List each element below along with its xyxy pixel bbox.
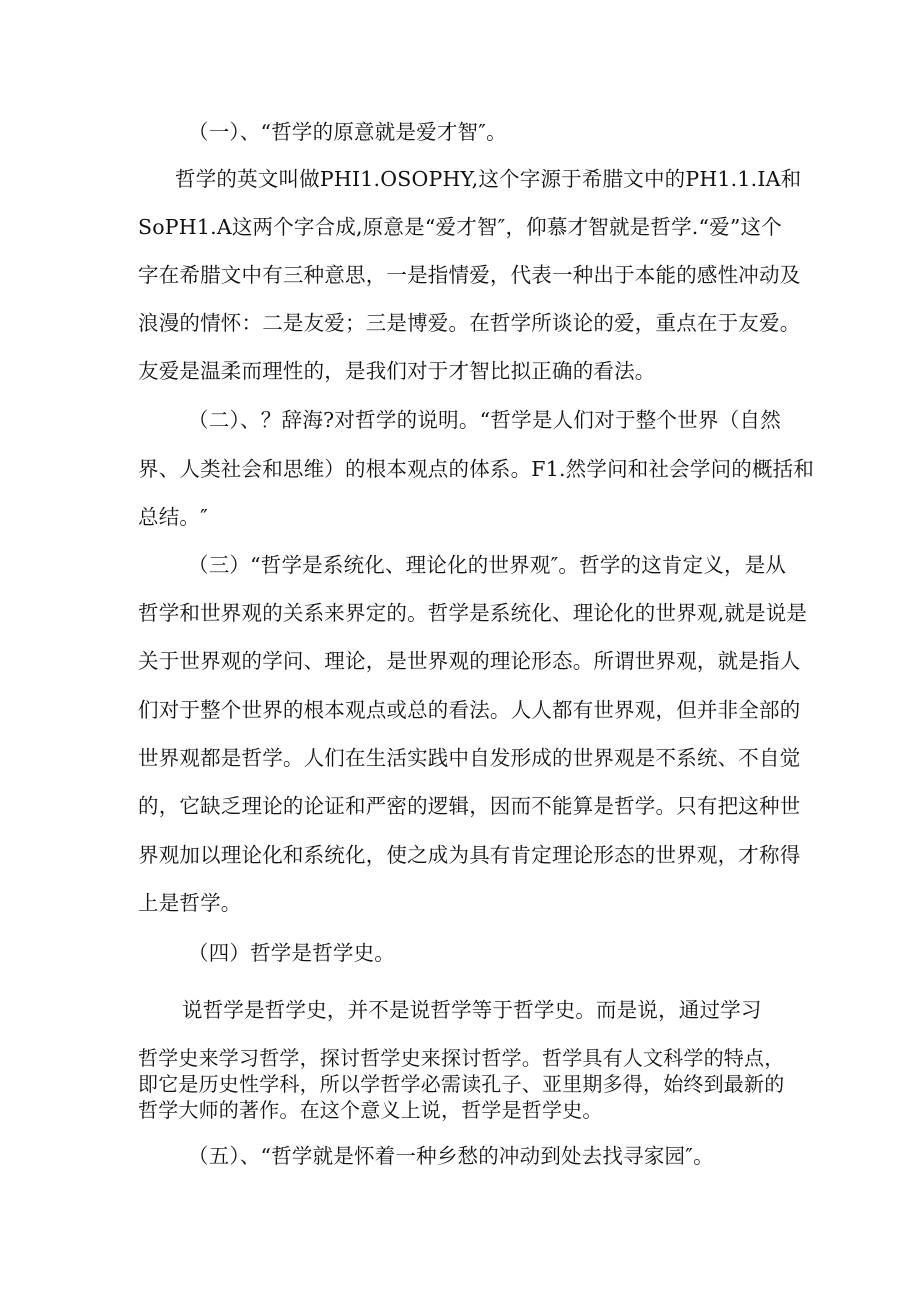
section-1-line-1: 哲学的英文叫做PHI1.OSOPHY,这个字源于希腊文中的PH1.1.IA和 bbox=[175, 167, 802, 191]
section-3-line-8: 上是哲学。 bbox=[138, 891, 242, 915]
section-3-line-6: 的，它缺乏理论的论证和严密的逻辑，因而不能算是哲学。只有把这种世 bbox=[138, 794, 801, 818]
section-1-heading: （一）、“哲学的原意就是爱才智″。 bbox=[188, 120, 507, 144]
section-2-line-2: 界、人类社会和思维）的根本观点的体系。F1.然学问和社会学问的概括和 bbox=[138, 457, 815, 481]
section-2-line-1: （二）、？辞海?对哲学的说明。“哲学是人们对于整个世界（自然 bbox=[188, 408, 781, 432]
section-3-line-2: 哲学和世界观的关系来界定的。哲学是系统化、理论化的世界观,就是说是 bbox=[138, 601, 808, 625]
section-1-line-4: 浪漫的情怀：二是友爱；三是博爱。在哲学所谈论的爱，重点在于友爱。 bbox=[138, 311, 801, 335]
section-4-line-1: 说哲学是哲学史，并不是说哲学等于哲学史。而是说，通过学习 bbox=[182, 998, 762, 1022]
section-3-line-7: 界观加以理论化和系统化，使之成为具有肯定理论形态的世界观，才称得 bbox=[138, 843, 801, 867]
section-1-line-3: 字在希腊文中有三种意思，一是指情爱，代表一种出于本能的感性冲动及 bbox=[138, 263, 801, 287]
section-4-line-2: 哲学史来学习哲学，探讨哲学史来探讨哲学。哲学具有人文科学的特点， bbox=[138, 1046, 785, 1070]
section-5-heading: （五）、“哲学就是怀着一种乡愁的冲动到处去找寻家园″。 bbox=[188, 1144, 714, 1168]
section-4-line-4: 哲学大师的著作。在这个意义上说，哲学是哲学史。 bbox=[138, 1098, 603, 1122]
section-1-line-2: SoPH1.A这两个字合成,原意是“爱才智″，仰慕才智就是哲学.“爱”这个 bbox=[138, 215, 782, 239]
section-3-line-3: 关于世界观的学问、理论，是世界观的理论形态。所谓世界观，就是指人 bbox=[138, 649, 801, 673]
section-3-line-1: （三）“哲学是系统化、理论化的世界观″。哲学的这肯定义，是从 bbox=[188, 553, 787, 577]
section-4-heading: （四）哲学是哲学史。 bbox=[188, 941, 395, 965]
section-3-line-5: 世界观都是哲学。人们在生活实践中自发形成的世界观是不系统、不自觉 bbox=[138, 746, 801, 770]
section-1-line-5: 友爱是温柔而理性的，是我们对于才智比拟正确的看法。 bbox=[138, 359, 656, 383]
section-4-line-3: 即它是历史性学科，所以学哲学必需读孔子、亚里期多得，始终到最新的 bbox=[138, 1072, 785, 1096]
section-2-line-3: 总结。″ bbox=[138, 505, 208, 529]
section-3-line-4: 们对于整个世界的根本观点或总的看法。人人都有世界观，但并非全部的 bbox=[138, 698, 801, 722]
